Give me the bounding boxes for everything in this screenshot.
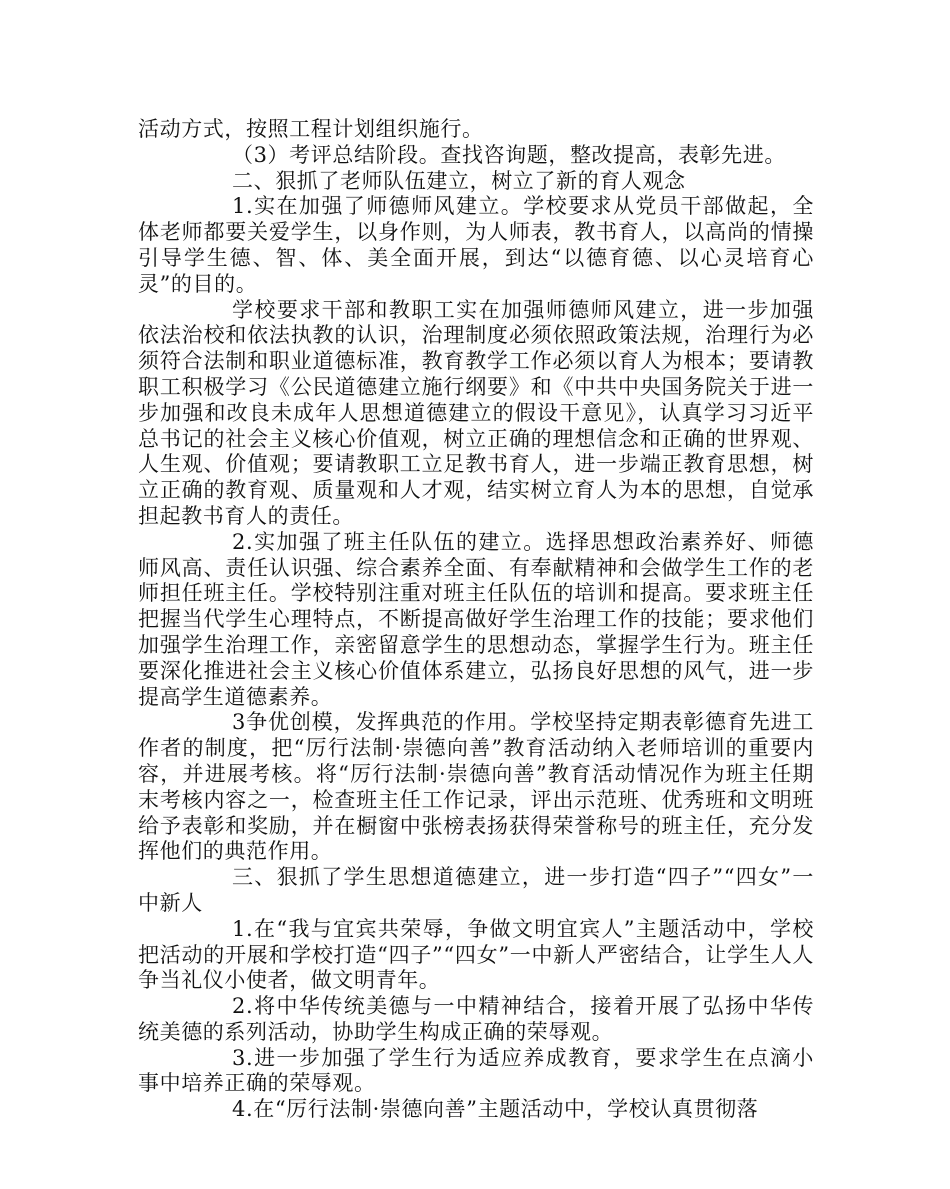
paragraph-3-1: 1.在“我与宜宾共荣辱，争做文明宜宾人”主题活动中，学校把活动的开展和学校打造“四子”“四女”一中新人严密结合，让学生人人争当礼仪小使者，做文明青年。 <box>138 916 814 993</box>
paragraph-continuation: 活动方式，按照工程计划组织施行。 <box>138 117 484 141</box>
paragraph-2-3: 3争优创模，发挥典范的作用。学校坚持定期表彰德育先进工作者的制度，把“厉行法制·崇德向善”教育活动纳入老师培训的重要内容，并进展考核。将“厉行法制·崇德向善”教育活动情况作为班主任期末考核内容之一，检查班主任工作记录，评出示范班、优秀班和文明班给予表彰和奖励，并在橱窗中张榜表扬获得荣誉称号的班主任，充分发挥他们的典范作用。 <box>138 710 814 864</box>
section-heading-3: 三、狠抓了学生思想道德建立，进一步打造“四子”“四女”一中新人 <box>138 865 814 915</box>
section-heading-2: 二、狠抓了老师队伍建立，树立了新的育人观念 <box>232 168 686 193</box>
paragraph-3-3: 3.进一步加强了学生行为适应养成教育，要求学生在点滴小事中培养正确的荣辱观。 <box>138 1045 814 1096</box>
paragraph-2-1-detail: 学校要求干部和教职工实在加强师德师风建立，进一步加强依法治校和依法执教的认识，治理制度必须依照政策法规，治理行为必须符合法制和职业道德标准，教育教学工作必须以育人为根本；要请教职工积极学习《公民道德建立施行纲要》和《中共中央国务院关于进一步加强和改良未成年人思想道德建立的假设干意见》，认真学习习近平总书记的社会主义核心价值观，树立正确的理想信念和正确的世界观、人生观、价值观；要请教职工立足教书育人，进一步端正教育思想，树立正确的教育观、质量观和人才观，结实树立育人为本的思想，自觉承担起教书育人的责任。 <box>138 297 814 528</box>
paragraph-3-2: 2.将中华传统美德与一中精神结合，接着开展了弘扬中华传统美德的系列活动，协助学生构成正确的荣辱观。 <box>138 994 814 1044</box>
paragraph-3-4: 4.在“厉行法制·崇德向善”主题活动中，学校认真贯彻落 <box>232 1097 759 1122</box>
paragraph-2-1: 1.实在加强了师德师风建立。学校要求从党员干部做起，全体老师都要关爱学生，以身作则，为人师表，教书育人，以高尚的情操引导学生德、智、体、美全面开展，到达“以德育德、以心灵培育心灵”的目的。 <box>138 194 814 296</box>
document-body <box>138 117 814 1123</box>
paragraph-stage-3: （3）考评总结阶段。查找咨询题，整改提高，表彰先进。 <box>232 142 786 167</box>
paragraph-2-2: 2.实加强了班主任队伍的建立。选择思想政治素养好、师德师风高、责任认识强、综合素养全面、有奉献精神和会做学生工作的老师担任班主任。学校特别注重对班主任队伍的培训和提高。要求班主任把握当代学生心理特点，不断提高做好学生治理工作的技能；要求他们加强学生治理工作，亲密留意学生的思想动态，掌握学生行为。班主任要深化推进社会主义核心价值体系建立，弘扬良好思想的风气，进一步提高学生道德素养。 <box>138 529 814 709</box>
